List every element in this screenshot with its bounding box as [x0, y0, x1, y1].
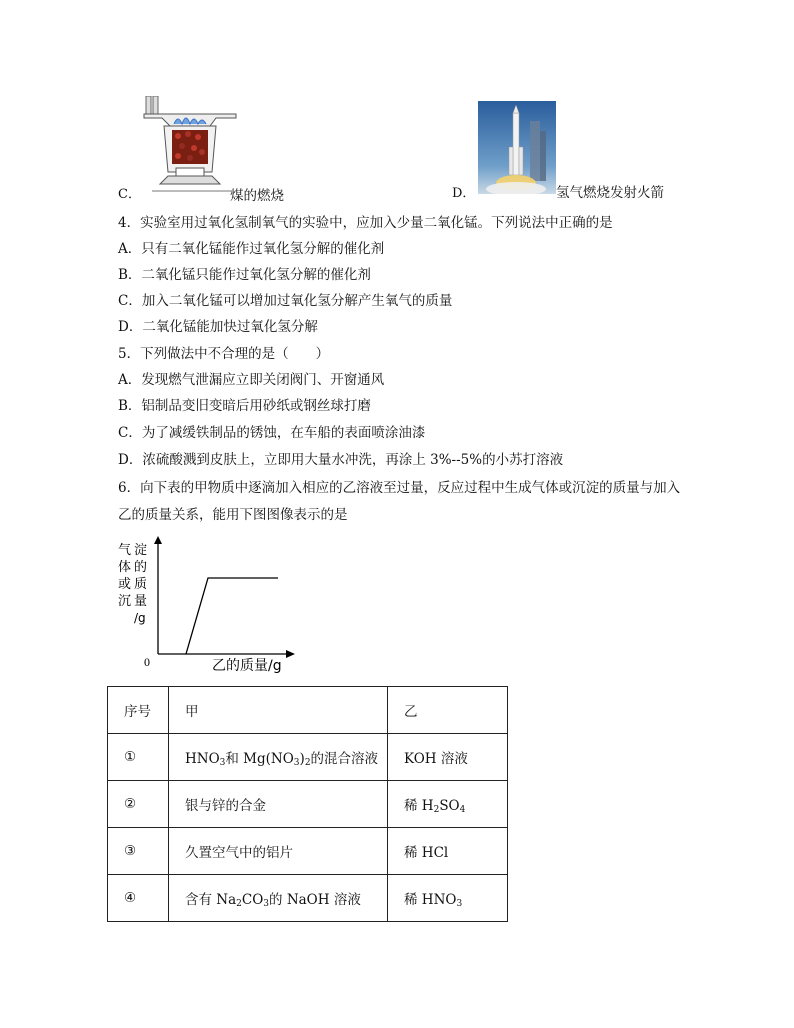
header-index: 序号: [108, 687, 169, 734]
y-axis-label: [118, 542, 147, 625]
row-index: ②: [108, 781, 169, 828]
coal-stove-image: [140, 96, 240, 192]
q5-option-c: C．为了减缓铁制品的锈蚀，在车船的表面喷涂油漆: [118, 425, 426, 441]
q4-option-a: A．只有二氧化锰能作过氧化氢分解的催化剂: [118, 241, 385, 257]
row-index: ③: [108, 828, 169, 875]
table-row: [108, 875, 508, 922]
mass-graph: [112, 534, 302, 676]
row-index: ④: [108, 875, 169, 922]
option-d-caption: 氢气燃烧发射火箭: [556, 185, 664, 201]
ylabel-char: 气: [118, 543, 132, 558]
q4-option-d: D．二氧化锰能加快过氧化氢分解: [118, 319, 318, 335]
row-jia: $HNO_3$和 $Mg(NO_3)_2$的混合溶液: [169, 734, 388, 781]
table-row: [108, 828, 508, 875]
option-c-caption: 煤的燃烧: [230, 188, 284, 204]
q4-option-c: C．加入二氧化锰可以增加过氧化氢分解产生氧气的质量: [118, 293, 453, 309]
table-row: [108, 781, 508, 828]
row-jia: 久置空气中的铝片: [169, 828, 388, 875]
row-yi: KOH 溶液: [388, 734, 508, 781]
q6-stem-line2: 乙的质量关系，能用下图图像表示的是: [118, 507, 348, 523]
q5-option-a: A．发现燃气泄漏应立即关闭阀门、开窗通风: [118, 372, 385, 388]
row-index: ①: [108, 734, 169, 781]
x-axis-arrow: [286, 650, 295, 658]
table-row: [108, 734, 508, 781]
ylabel-unit: /g: [134, 611, 146, 625]
row-jia: 含有 $Na_2CO_3$的 NaOH 溶液: [169, 875, 388, 922]
q4-option-b: B．二氧化锰只能作过氧化氢分解的催化剂: [118, 267, 371, 283]
q5-option-d: D．浓硫酸溅到皮肤上，立即用大量水冲洗，再涂上 3%--5%的小苏打溶液: [118, 452, 564, 468]
header-jia: 甲: [169, 687, 388, 734]
reagent-table: [107, 686, 508, 922]
x-axis-label: 乙的质量/g: [212, 658, 282, 674]
rocket-launch-image: [478, 101, 556, 194]
table-header-row: [108, 687, 508, 734]
row-yi: 稀 HCl: [388, 828, 508, 875]
q5-stem: 5．下列做法中不合理的是（ ）: [118, 346, 330, 362]
q5-option-b: B．铝制品变旧变暗后用砂纸或钢丝球打磨: [118, 398, 371, 414]
option-c-label: C．: [118, 187, 141, 202]
origin-label: 0: [144, 655, 150, 669]
row-jia: 银与锌的合金: [169, 781, 388, 828]
ylabel-char: 量: [134, 594, 148, 609]
row-yi: 稀 $HNO_3$: [388, 875, 508, 922]
y-axis-arrow: [154, 536, 162, 544]
q4-stem: 4．实验室用过氧化氢制氧气的实验中，应加入少量二氧化锰。下列说法中正确的是: [118, 215, 613, 231]
ylabel-char: 质: [134, 577, 148, 592]
data-line: [186, 578, 278, 654]
ylabel-char: 淀: [134, 543, 148, 558]
ylabel-char: 或: [118, 577, 132, 592]
header-yi: 乙: [388, 687, 508, 734]
q6-stem-line1: 6．向下表的甲物质中逐滴加入相应的乙溶液至过量，反应过程中生成气体或沉淀的质量与加入: [118, 480, 681, 496]
ylabel-char: 的: [134, 560, 148, 575]
ylabel-char: 体: [118, 560, 132, 575]
row-yi: 稀 $H_2SO_4$: [388, 781, 508, 828]
option-d-label: D．: [452, 186, 476, 201]
ylabel-char: 沉: [118, 594, 132, 609]
